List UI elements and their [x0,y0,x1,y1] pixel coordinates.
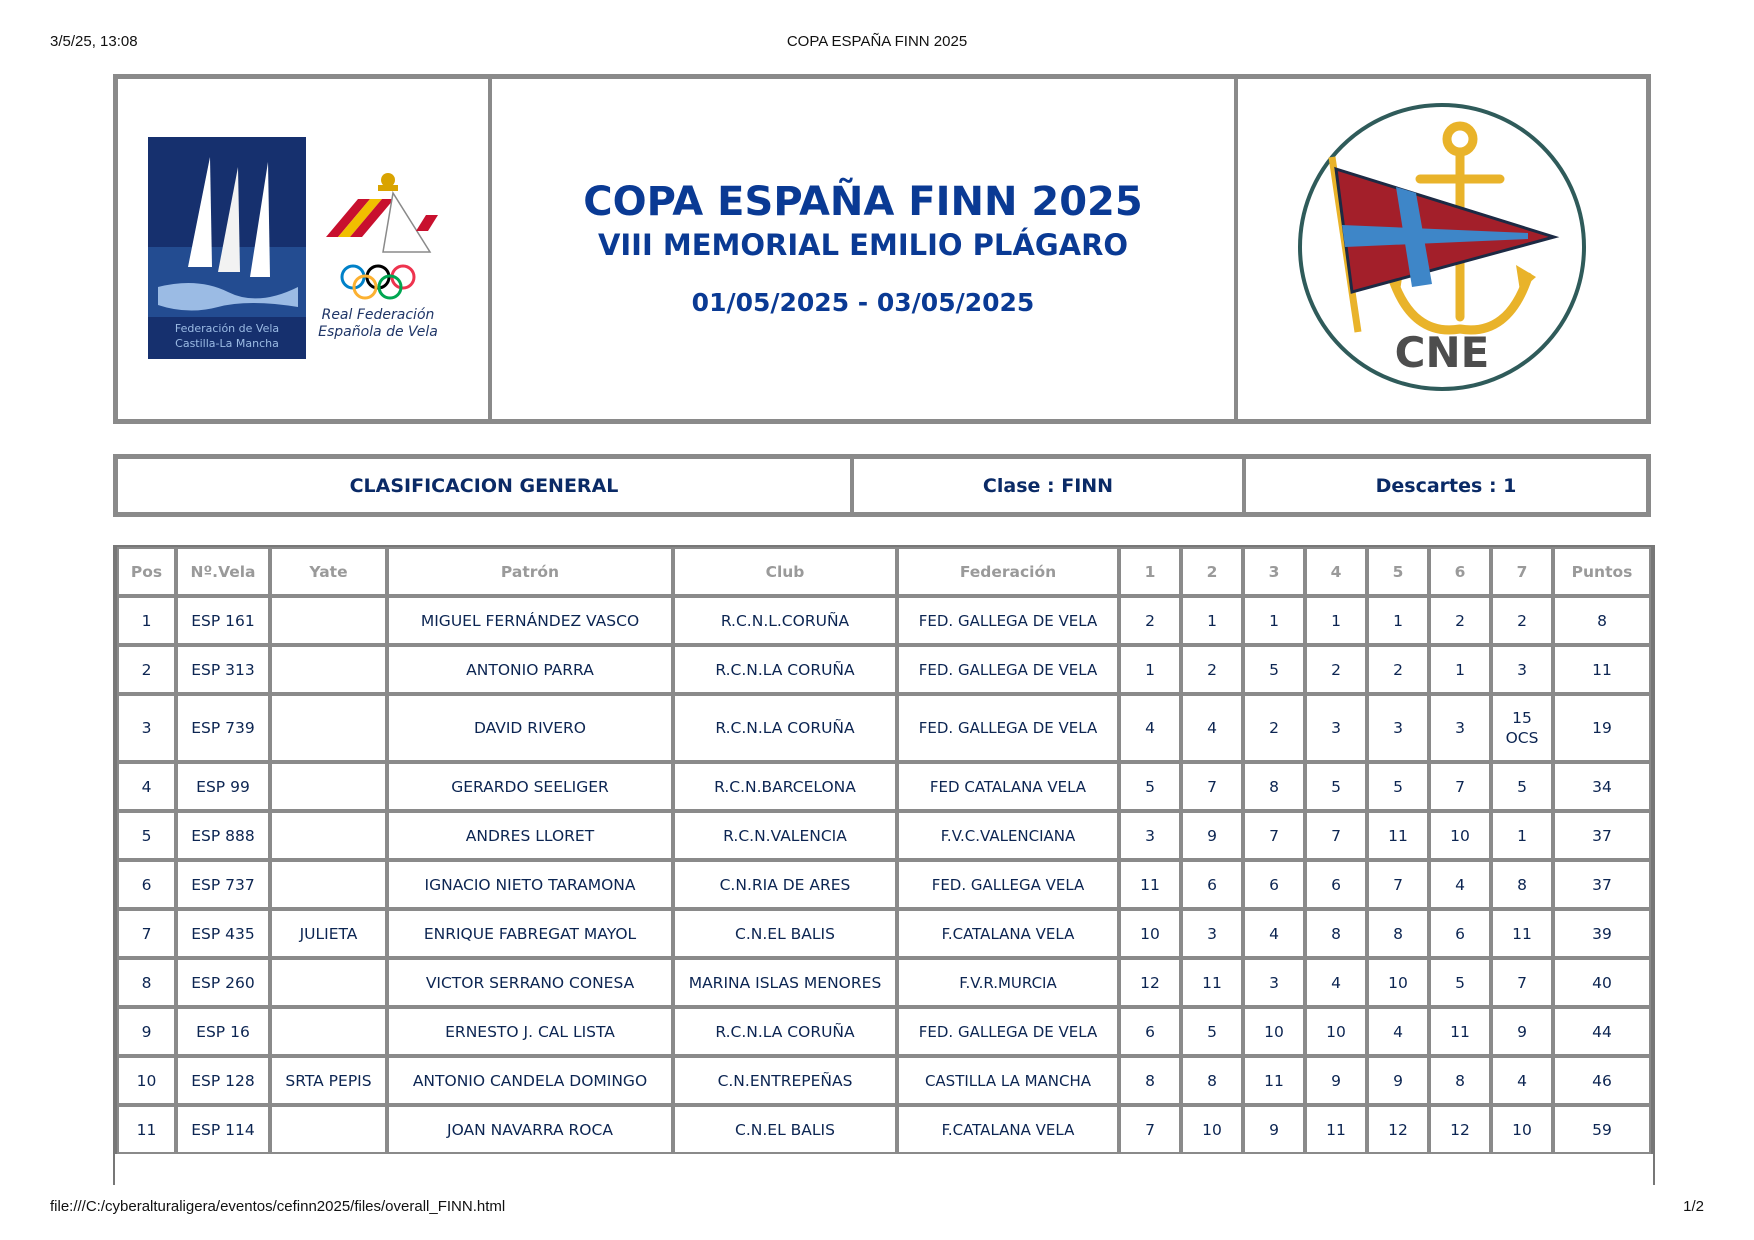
cell-race-1: 1 [1119,645,1181,694]
results-container [113,545,1655,1185]
cell-race-6: 6 [1429,909,1491,958]
cell-race-5: 1 [1367,596,1429,645]
cell-race-4: 1 [1305,596,1367,645]
cell-club: MARINA ISLAS MENORES [673,958,897,1007]
federation-logos-cell [116,77,490,421]
cell-race-3: 10 [1243,1007,1305,1056]
table-row [117,762,1651,811]
table-row [117,645,1651,694]
cell-race-5: 7 [1367,860,1429,909]
cell-pos: 9 [117,1007,176,1056]
cell-pos: 10 [117,1056,176,1105]
cell-points: 44 [1553,1007,1651,1056]
cell-race-6: 4 [1429,860,1491,909]
cell-race-7 [1491,694,1553,762]
svg-text:Castilla-La Mancha: Castilla-La Mancha [175,337,279,350]
header-race-2: 2 [1181,547,1243,596]
cell-club: C.N.RIA DE ARES [673,860,897,909]
discards-label: Descartes : 1 [1244,457,1648,514]
cell-skipper: GERARDO SEELIGER [387,762,673,811]
print-page-title: COPA ESPAÑA FINN 2025 [786,33,968,50]
cell-race-5: 10 [1367,958,1429,1007]
cell-race-2: 5 [1181,1007,1243,1056]
cell-race-2: 3 [1181,909,1243,958]
cell-points: 11 [1553,645,1651,694]
header-race-1: 1 [1119,547,1181,596]
cell-skipper: ANTONIO CANDELA DOMINGO [387,1056,673,1105]
cell-sail: ESP 16 [176,1007,270,1056]
results-table [115,545,1653,1154]
cell-race-1: 6 [1119,1007,1181,1056]
cell-race-3: 3 [1243,958,1305,1007]
cell-yacht [270,958,387,1007]
cell-race-1: 4 [1119,694,1181,762]
cell-federation: FED. GALLEGA DE VELA [897,1007,1119,1056]
classification-label: CLASIFICACION GENERAL [116,457,852,514]
cell-race-1: 7 [1119,1105,1181,1154]
cell-race-3: 1 [1243,596,1305,645]
cell-club: R.C.N.L.CORUÑA [673,596,897,645]
cell-club: C.N.EL BALIS [673,909,897,958]
cell-federation: F.CATALANA VELA [897,1105,1119,1154]
cell-race-6: 8 [1429,1056,1491,1105]
cell-federation: FED. GALLEGA DE VELA [897,694,1119,762]
cell-race-2: 1 [1181,596,1243,645]
cell-sail: ESP 99 [176,762,270,811]
header-points: Puntos [1553,547,1651,596]
cell-race-7: 2 [1491,596,1553,645]
cell-pos: 2 [117,645,176,694]
cell-yacht [270,811,387,860]
cell-yacht [270,596,387,645]
cell-points: 34 [1553,762,1651,811]
table-row [117,596,1651,645]
cell-race-6: 1 [1429,645,1491,694]
cell-race-5: 9 [1367,1056,1429,1105]
cell-yacht [270,1105,387,1154]
table-row [117,811,1651,860]
cell-sail: ESP 739 [176,694,270,762]
cell-club: R.C.N.LA CORUÑA [673,645,897,694]
table-row [117,1105,1651,1154]
svg-text:Federación de Vela: Federación de Vela [174,322,280,335]
cell-federation: FED. GALLEGA DE VELA [897,645,1119,694]
cell-sail: ESP 161 [176,596,270,645]
cell-race-1: 8 [1119,1056,1181,1105]
cell-race-2: 8 [1181,1056,1243,1105]
class-label: Clase : FINN [852,457,1244,514]
cell-race-7: 9 [1491,1007,1553,1056]
event-dates: 01/05/2025 - 03/05/2025 [691,288,1035,317]
cell-race-7: 4 [1491,1056,1553,1105]
header-pos: Pos [117,547,176,596]
cell-federation: FED CATALANA VELA [897,762,1119,811]
cell-race-7: 10 [1491,1105,1553,1154]
cell-race-4: 7 [1305,811,1367,860]
cell-club: R.C.N.VALENCIA [673,811,897,860]
cell-federation: FED. GALLEGA VELA [897,860,1119,909]
event-header [113,74,1651,424]
header-race-7: 7 [1491,547,1553,596]
federation-logos [138,127,468,367]
cell-federation: FED. GALLEGA DE VELA [897,596,1119,645]
cell-race-4: 5 [1305,762,1367,811]
header-federation: Federación [897,547,1119,596]
cell-race-2: 6 [1181,860,1243,909]
cell-sail: ESP 114 [176,1105,270,1154]
cell-pos: 11 [117,1105,176,1154]
cell-race-3: 11 [1243,1056,1305,1105]
cell-yacht: JULIETA [270,909,387,958]
print-datetime: 3/5/25, 13:08 [50,33,138,50]
cell-race-3: 6 [1243,860,1305,909]
table-row [117,860,1651,909]
cell-pos: 1 [117,596,176,645]
cell-race-7: 3 [1491,645,1553,694]
cell-race-2: 2 [1181,645,1243,694]
cell-skipper: DAVID RIVERO [387,694,673,762]
header-race-4: 4 [1305,547,1367,596]
table-row [117,694,1651,762]
race-7-code: OCS [1505,729,1539,747]
cell-race-3: 2 [1243,694,1305,762]
cell-race-5: 12 [1367,1105,1429,1154]
cell-pos: 5 [117,811,176,860]
cell-points: 46 [1553,1056,1651,1105]
cell-race-7: 1 [1491,811,1553,860]
cell-club: C.N.ENTREPEÑAS [673,1056,897,1105]
cell-race-4: 9 [1305,1056,1367,1105]
cell-race-6: 11 [1429,1007,1491,1056]
cell-race-2: 10 [1181,1105,1243,1154]
cell-race-2: 9 [1181,811,1243,860]
cell-race-6: 5 [1429,958,1491,1007]
cell-federation: F.CATALANA VELA [897,909,1119,958]
cell-race-4: 3 [1305,694,1367,762]
cell-race-3: 5 [1243,645,1305,694]
cell-race-4: 11 [1305,1105,1367,1154]
results-header-row [117,547,1651,596]
cell-race-7: 8 [1491,860,1553,909]
cell-race-1: 12 [1119,958,1181,1007]
cell-race-4: 6 [1305,860,1367,909]
cell-skipper: IGNACIO NIETO TARAMONA [387,860,673,909]
cell-points: 40 [1553,958,1651,1007]
club-logo-text: CNE [1394,328,1490,377]
cell-race-4: 8 [1305,909,1367,958]
cell-race-1: 10 [1119,909,1181,958]
cell-race-5: 3 [1367,694,1429,762]
cell-race-7: 11 [1491,909,1553,958]
print-page-number: 1/2 [1683,1198,1704,1215]
cell-federation: F.V.C.VALENCIANA [897,811,1119,860]
cell-race-5: 4 [1367,1007,1429,1056]
cell-race-1: 5 [1119,762,1181,811]
cell-club: R.C.N.LA CORUÑA [673,1007,897,1056]
header-race-5: 5 [1367,547,1429,596]
cell-race-2: 7 [1181,762,1243,811]
header-yacht: Yate [270,547,387,596]
cell-points: 37 [1553,860,1651,909]
cell-sail: ESP 313 [176,645,270,694]
cell-sail: ESP 128 [176,1056,270,1105]
cell-points: 19 [1553,694,1651,762]
cell-race-7: 5 [1491,762,1553,811]
cell-sail: ESP 260 [176,958,270,1007]
cell-sail: ESP 435 [176,909,270,958]
cell-race-3: 9 [1243,1105,1305,1154]
cell-federation: F.V.R.MURCIA [897,958,1119,1007]
cell-race-4: 2 [1305,645,1367,694]
table-row [117,909,1651,958]
fvclm-logo [148,137,306,359]
event-subtitle: VIII MEMORIAL EMILIO PLÁGARO [597,228,1129,262]
cell-race-1: 11 [1119,860,1181,909]
rfev-logo [318,173,438,340]
cell-pos: 8 [117,958,176,1007]
cell-race-2: 11 [1181,958,1243,1007]
cell-race-6: 3 [1429,694,1491,762]
cell-race-5: 8 [1367,909,1429,958]
cell-club: R.C.N.BARCELONA [673,762,897,811]
cell-skipper: MIGUEL FERNÁNDEZ VASCO [387,596,673,645]
cell-points: 59 [1553,1105,1651,1154]
table-row [117,958,1651,1007]
table-row [117,1056,1651,1105]
header-sail: Nº.Vela [176,547,270,596]
cell-points: 8 [1553,596,1651,645]
event-title-cell [490,77,1236,421]
cell-skipper: ANTONIO PARRA [387,645,673,694]
cell-pos: 4 [117,762,176,811]
cell-skipper: ERNESTO J. CAL LISTA [387,1007,673,1056]
cell-race-5: 5 [1367,762,1429,811]
classification-bar [113,454,1651,517]
header-club: Club [673,547,897,596]
cell-skipper: JOAN NAVARRA ROCA [387,1105,673,1154]
cell-points: 39 [1553,909,1651,958]
cell-club: C.N.EL BALIS [673,1105,897,1154]
cell-yacht: SRTA PEPIS [270,1056,387,1105]
cell-club: R.C.N.LA CORUÑA [673,694,897,762]
cell-race-4: 4 [1305,958,1367,1007]
cell-skipper: VICTOR SERRANO CONESA [387,958,673,1007]
cell-federation: CASTILLA LA MANCHA [897,1056,1119,1105]
cell-yacht [270,762,387,811]
svg-text:Española de Vela: Española de Vela [318,324,438,340]
cell-race-1: 3 [1119,811,1181,860]
cell-race-6: 10 [1429,811,1491,860]
cell-sail: ESP 888 [176,811,270,860]
cell-pos: 7 [117,909,176,958]
club-logo-cell [1236,77,1648,421]
cell-race-3: 7 [1243,811,1305,860]
cell-yacht [270,645,387,694]
cell-race-3: 4 [1243,909,1305,958]
cell-race-6: 7 [1429,762,1491,811]
cell-race-4: 10 [1305,1007,1367,1056]
cell-race-2: 4 [1181,694,1243,762]
cell-yacht [270,694,387,762]
cell-points: 37 [1553,811,1651,860]
cell-skipper: ENRIQUE FABREGAT MAYOL [387,909,673,958]
svg-text:Real Federación: Real Federación [321,307,435,323]
print-file-url: file:///C:/cyberalturaligera/eventos/cefinn2025/files/overall_FINN.html [50,1198,506,1215]
cell-race-3: 8 [1243,762,1305,811]
cne-club-logo [1292,97,1592,397]
event-title: COPA ESPAÑA FINN 2025 [583,179,1143,225]
header-skipper: Patrón [387,547,673,596]
cell-pos: 3 [117,694,176,762]
cell-skipper: ANDRES LLORET [387,811,673,860]
cell-race-6: 12 [1429,1105,1491,1154]
cell-race-7: 7 [1491,958,1553,1007]
cell-yacht [270,1007,387,1056]
cell-yacht [270,860,387,909]
cell-sail: ESP 737 [176,860,270,909]
cell-pos: 6 [117,860,176,909]
cell-race-5: 2 [1367,645,1429,694]
cell-race-5: 11 [1367,811,1429,860]
cell-race-6: 2 [1429,596,1491,645]
header-race-3: 3 [1243,547,1305,596]
cell-race-1: 2 [1119,596,1181,645]
race-7-score: 15 [1512,709,1532,727]
header-race-6: 6 [1429,547,1491,596]
table-row [117,1007,1651,1056]
